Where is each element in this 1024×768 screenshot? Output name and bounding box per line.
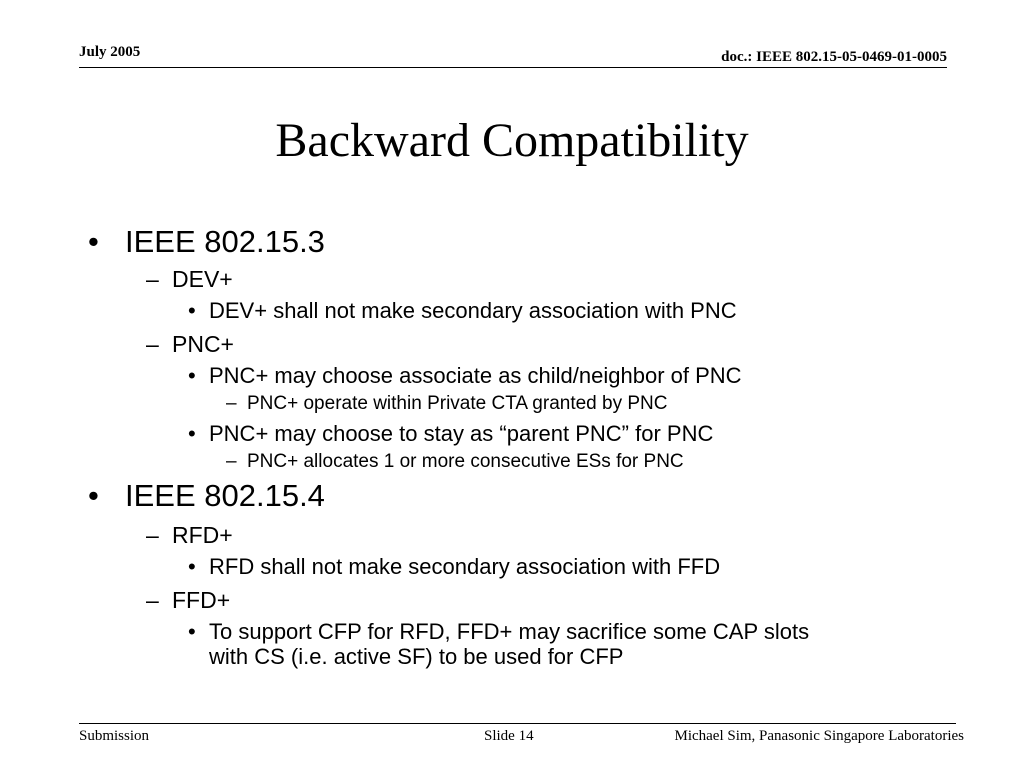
bullet-mark: • xyxy=(188,298,196,323)
bullet-mark: • xyxy=(188,363,196,388)
dash-mark: – xyxy=(226,393,237,414)
footer-slide-number: Slide 14 xyxy=(484,728,534,744)
dash-mark: – xyxy=(226,451,237,472)
header-doc-id: doc.: IEEE 802.15-05-0469-01-0005 xyxy=(721,49,947,65)
dash-mark: – xyxy=(146,587,159,613)
bullet-mark: • xyxy=(88,224,99,259)
item-text: PNC+ may choose associate as child/neighbor of PNC xyxy=(209,363,742,388)
bullet-text: IEEE 802.15.3 xyxy=(125,224,325,259)
item-text-line-2: with CS (i.e. active SF) to be used for CFP xyxy=(209,644,624,669)
subitem-text: PNC+ operate within Private CTA granted by PNC xyxy=(247,393,668,414)
dash-mark: – xyxy=(146,331,159,357)
bullet-mark: • xyxy=(188,554,196,579)
item-text-line-1: To support CFP for RFD, FFD+ may sacrifice some CAP slots xyxy=(209,619,810,644)
footer-submission: Submission xyxy=(79,728,150,744)
dash-mark: – xyxy=(146,266,159,292)
dash-mark: – xyxy=(146,522,159,548)
sub-bullet-text: PNC+ xyxy=(172,331,234,357)
bullet-mark: • xyxy=(88,478,99,513)
header-date: July 2005 xyxy=(79,44,141,60)
header-rule xyxy=(79,67,947,68)
footer-rule xyxy=(79,723,956,724)
item-text: RFD shall not make secondary association with FFD xyxy=(209,554,721,579)
bullet-mark: • xyxy=(188,619,196,644)
sub-bullet-text: RFD+ xyxy=(172,522,233,548)
slide-title: Backward Compatibility xyxy=(275,114,749,167)
bullet-mark: • xyxy=(188,421,196,446)
sub-bullet-text: DEV+ xyxy=(172,266,233,292)
item-text: PNC+ may choose to stay as “parent PNC” for PNC xyxy=(209,421,714,446)
bullet-text: IEEE 802.15.4 xyxy=(125,478,325,513)
footer-author: Michael Sim, Panasonic Singapore Laboratories xyxy=(674,728,964,744)
sub-bullet-text: FFD+ xyxy=(172,587,231,613)
subitem-text: PNC+ allocates 1 or more consecutive ESs for PNC xyxy=(247,451,684,472)
item-text: DEV+ shall not make secondary association with PNC xyxy=(209,298,737,323)
